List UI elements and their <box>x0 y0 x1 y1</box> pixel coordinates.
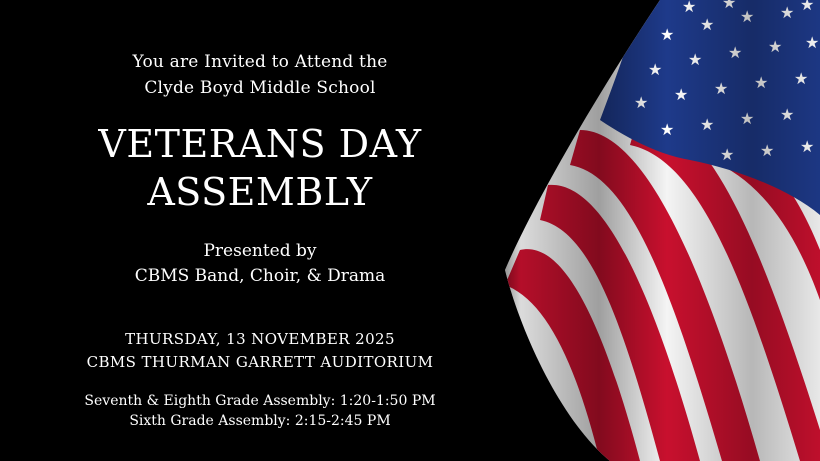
event-venue: CBMS THURMAN GARRETT AUDITORIUM <box>86 353 434 371</box>
presenter-names: CBMS Band, Choir, & Drama <box>134 266 386 286</box>
presented-by-label: Presented by <box>203 241 317 261</box>
event-title-line-2: ASSEMBLY <box>147 170 373 214</box>
event-date: THURSDAY, 13 NOVEMBER 2025 <box>125 330 395 348</box>
session-time: Seventh & Eighth Grade Assembly: 1:20-1:50 PM <box>84 393 436 409</box>
event-title-line-1: VETERANS DAY <box>98 122 422 166</box>
invitation-line-2: Clyde Boyd Middle School <box>144 78 376 98</box>
session-time: Sixth Grade Assembly: 2:15-2:45 PM <box>129 413 391 429</box>
invitation-line-1: You are Invited to Attend the <box>132 52 388 72</box>
